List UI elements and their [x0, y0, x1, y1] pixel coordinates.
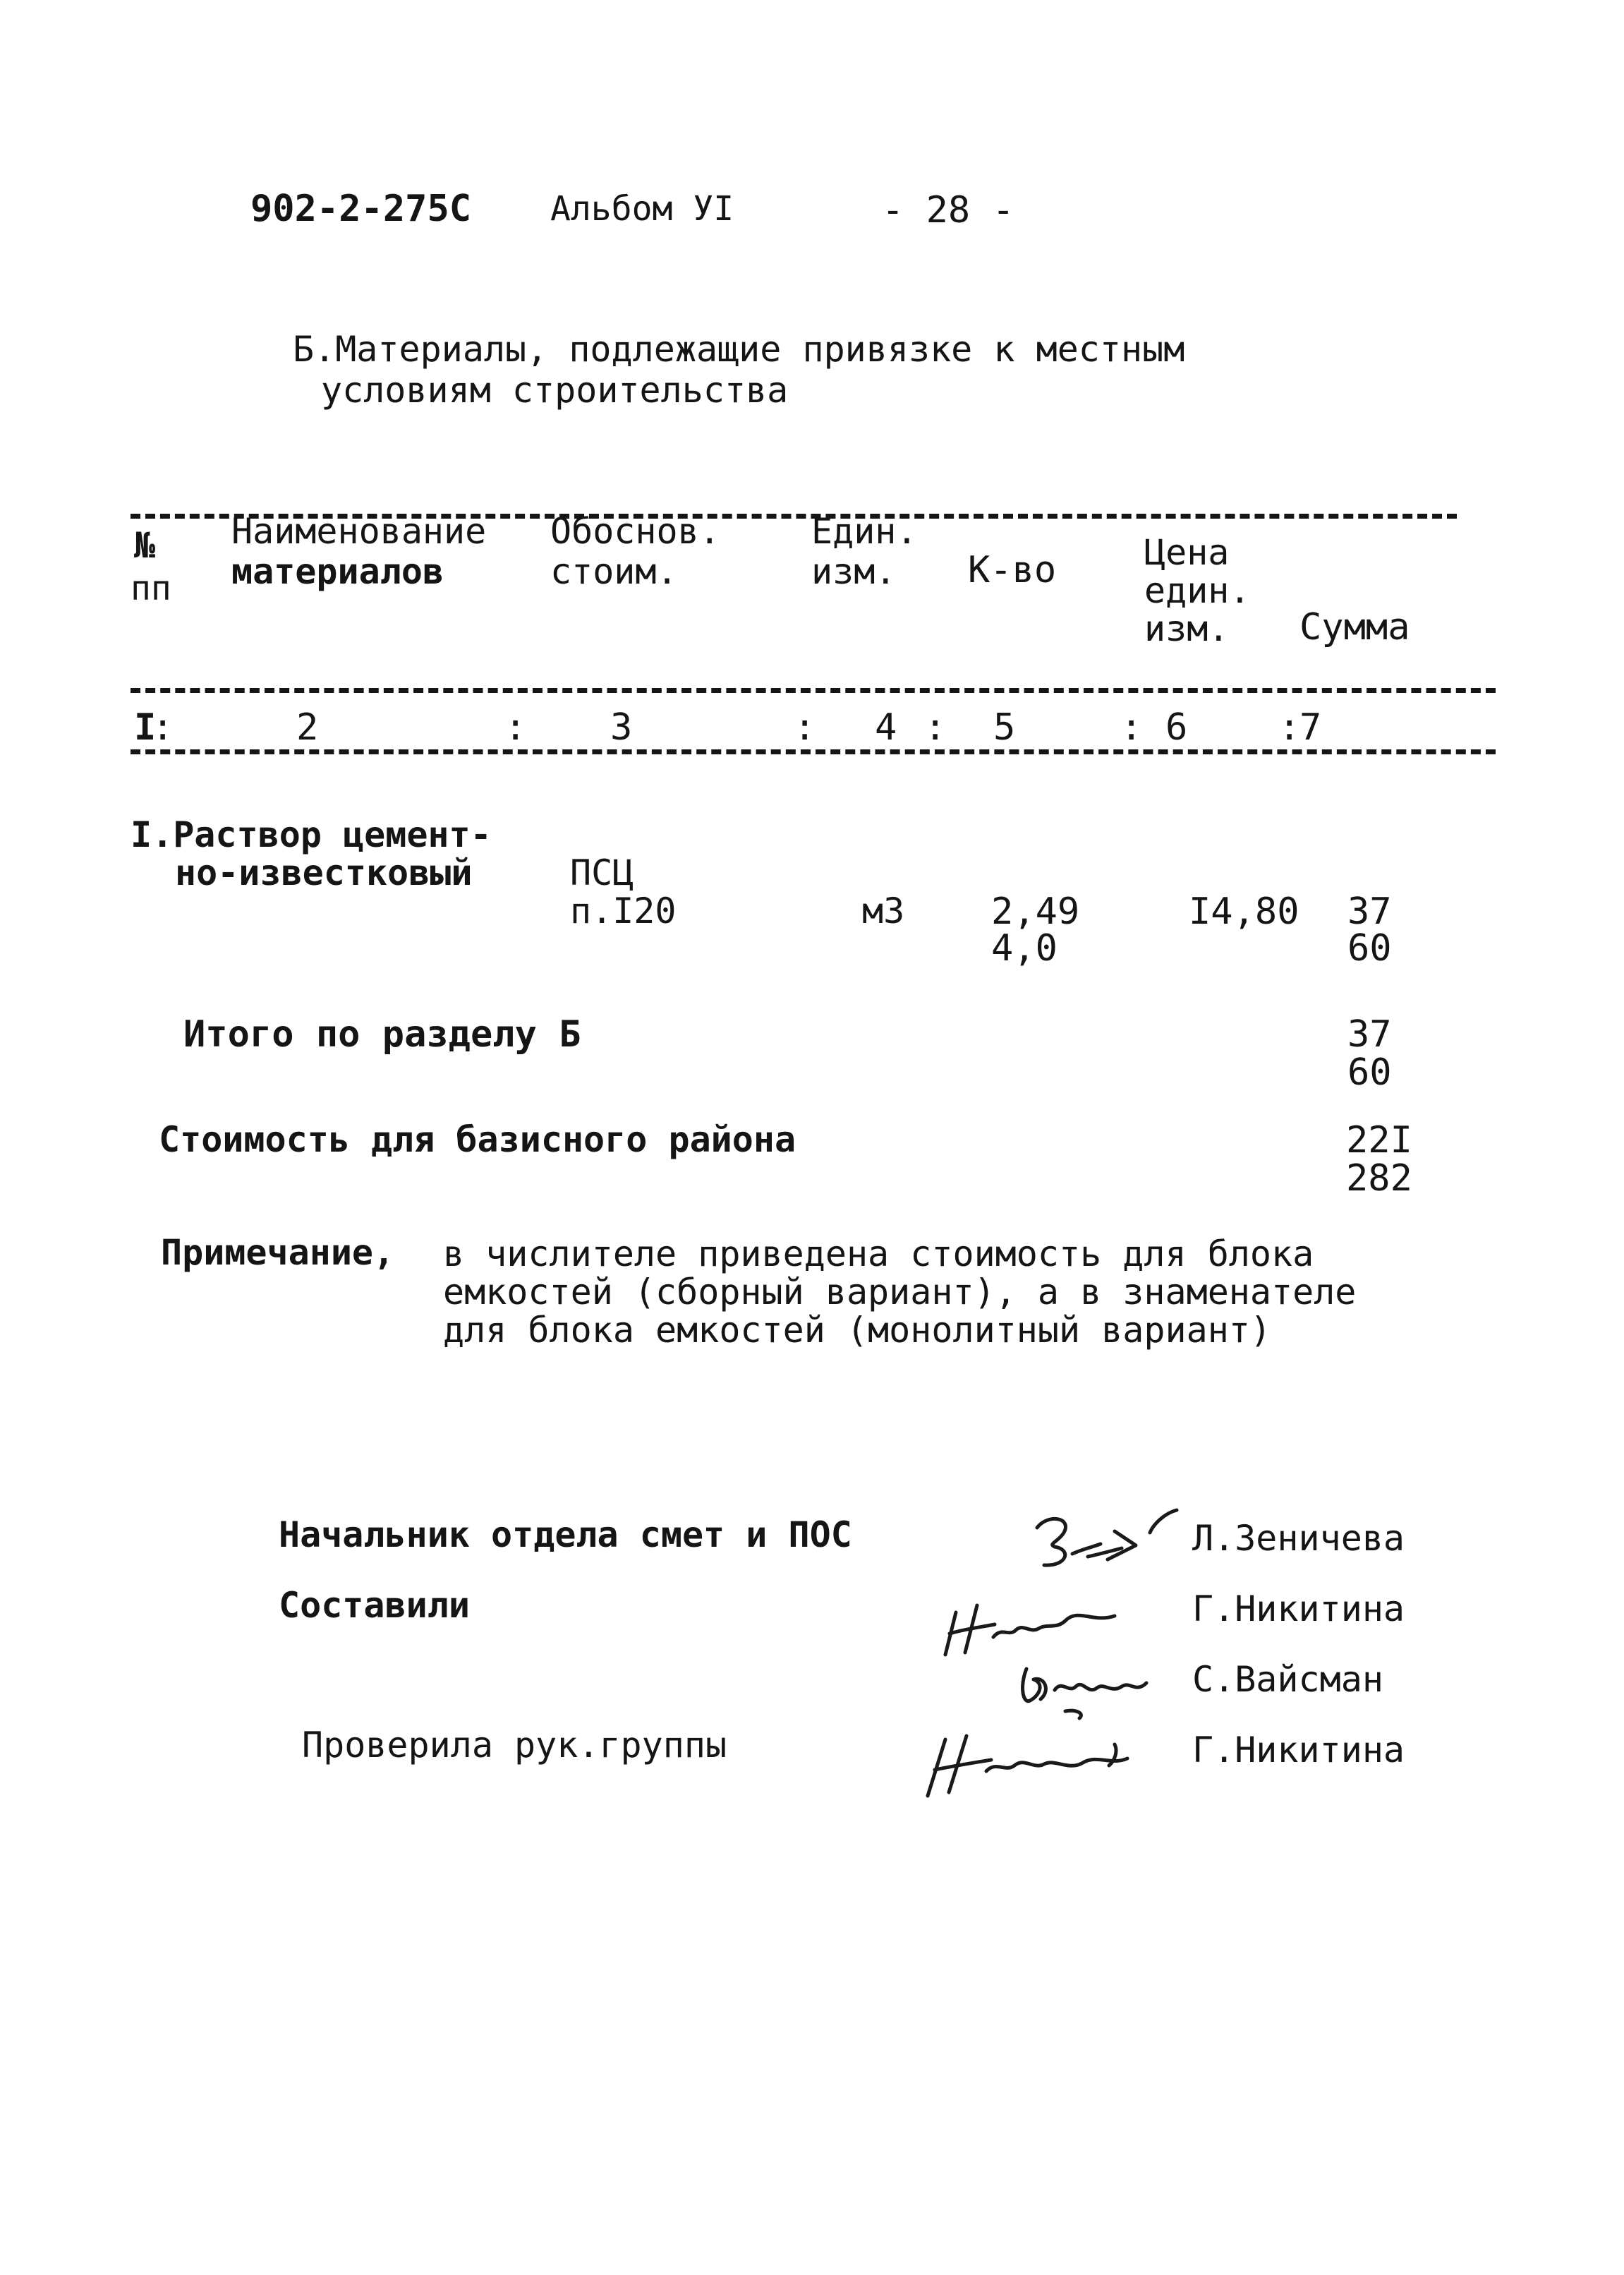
header-price-line2: един. — [1144, 570, 1251, 611]
header-qty: К-во — [968, 549, 1057, 591]
row1-price: I4,80 — [1189, 891, 1299, 933]
col-number-1: I — [134, 706, 157, 749]
col-number-6: 6 — [1165, 706, 1188, 749]
row1-name: I.Раствор цемент- — [131, 814, 492, 855]
header-price-line3: изм. — [1144, 608, 1230, 649]
header-sum: Сумма — [1299, 606, 1410, 648]
handwritten-signatures — [903, 1489, 1199, 1799]
col-number-3: 3 — [610, 706, 633, 749]
section-title-line1: Б.Материалы, подлежащие привязке к местным — [293, 329, 1185, 370]
header-name: Наименование — [231, 511, 487, 552]
numbers-bottom-rule — [131, 749, 1496, 754]
note-line3: для блока емкостей (монолитный вариант) — [443, 1310, 1271, 1351]
note-line2: емкостей (сборный вариант), а в знаменателе — [443, 1272, 1357, 1312]
col-sep: : — [1120, 706, 1143, 749]
document-code: 902-2-275С — [250, 188, 472, 230]
numbers-top-rule — [131, 688, 1496, 693]
header-num-line2: пп — [131, 569, 171, 608]
header-basis-line2: стоим. — [550, 551, 678, 592]
row1-sum-top: 37 — [1347, 891, 1392, 933]
row1-sum-bottom: 60 — [1347, 927, 1392, 970]
section-title-line2: условиям строительства — [321, 370, 789, 411]
header-basis: Обоснов. — [550, 511, 720, 552]
section-total-bottom: 60 — [1347, 1051, 1392, 1094]
col-number-7: 7 — [1299, 706, 1322, 749]
col-number-5: 5 — [993, 706, 1016, 749]
head-of-department-role: Начальник отдела смет и ПОС — [279, 1514, 852, 1555]
header-unit-line2: изм. — [811, 551, 897, 592]
row1-qty-bottom: 4,0 — [991, 927, 1058, 970]
section-total-top: 37 — [1347, 1013, 1392, 1056]
row1-basis-line2: п.I20 — [570, 891, 677, 931]
col-sep: : — [152, 706, 174, 749]
signatory-name-1: Л.Зеничева — [1192, 1518, 1405, 1559]
col-number-2: 2 — [296, 706, 319, 749]
base-cost-top: 22I — [1346, 1119, 1412, 1161]
signatory-name-2: Г.Никитина — [1192, 1588, 1405, 1629]
header-name-line2: материалов — [231, 551, 444, 592]
page-number: - 28 - — [882, 189, 1014, 231]
col-sep: : — [924, 706, 947, 749]
col-sep: : — [1278, 706, 1301, 749]
header-unit: Един. — [811, 511, 918, 552]
checked-by-role: Проверила рук.группы — [302, 1725, 727, 1766]
base-cost-bottom: 282 — [1346, 1157, 1412, 1200]
header-price: Цена — [1144, 532, 1230, 573]
signatory-name-3: С.Вайсман — [1192, 1659, 1383, 1700]
note-label: Примечание, — [161, 1232, 395, 1273]
row1-name-line2: но-известковый — [175, 852, 473, 893]
base-cost-label: Стоимость для базисного района — [159, 1119, 796, 1160]
header-num: № — [134, 525, 156, 566]
signatory-name-4: Г.Никитина — [1192, 1730, 1405, 1770]
row1-basis: ПСЦ — [570, 852, 634, 893]
row1-unit: м3 — [862, 891, 905, 931]
compiled-by-role: Составили — [279, 1585, 470, 1626]
section-total-label: Итого по разделу Б — [183, 1013, 581, 1056]
note-line1: в числителе приведена стоимость для блока — [443, 1233, 1314, 1274]
col-sep: : — [794, 706, 816, 749]
col-sep: : — [504, 706, 527, 749]
album-label: Альбом УI — [550, 189, 734, 229]
row1-qty-top: 2,49 — [991, 891, 1080, 933]
col-number-4: 4 — [875, 706, 897, 749]
